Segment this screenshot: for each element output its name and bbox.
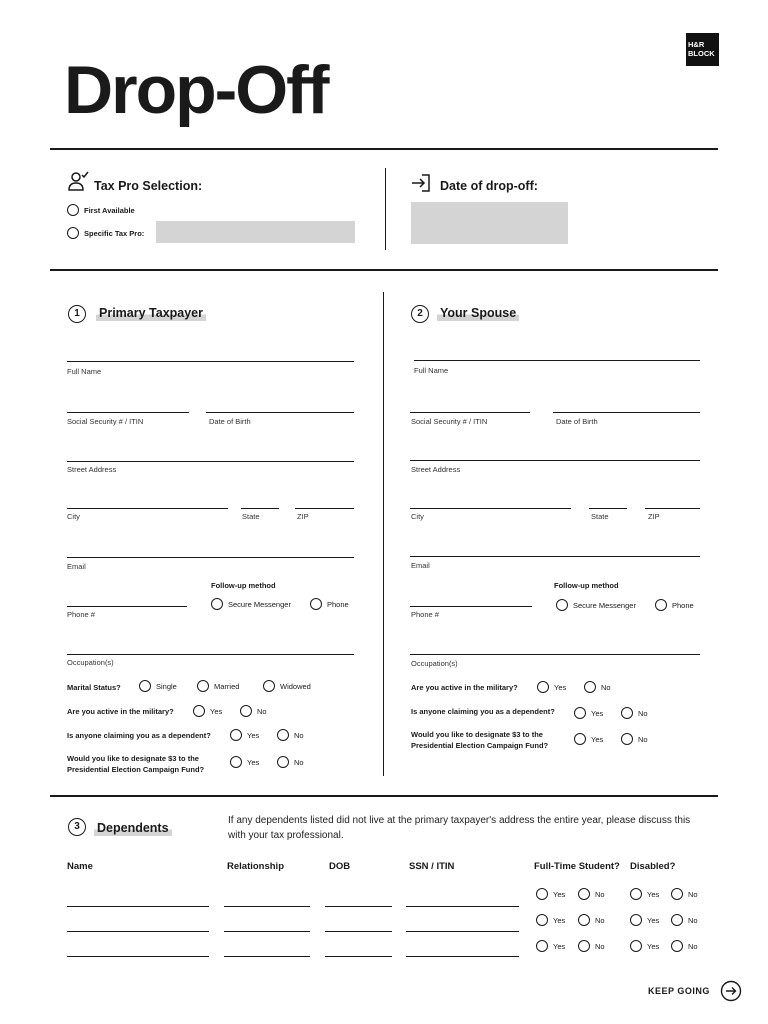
spouse-ssn-field[interactable]: [410, 412, 530, 413]
spouse-dependent-no[interactable]: No: [621, 707, 648, 719]
dependent-3-name-field[interactable]: [67, 956, 209, 957]
primary-email-label: Email: [67, 562, 86, 571]
primary-married-radio[interactable]: [197, 680, 209, 692]
dependent-1-dob-field[interactable]: [325, 906, 392, 907]
col-ssn: SSN / ITIN: [409, 861, 455, 872]
spouse-military-label: Are you active in the military?: [411, 683, 518, 692]
drop-off-date-field[interactable]: [411, 202, 568, 244]
spouse-military-no[interactable]: No: [584, 681, 611, 693]
dependent-1-student-yes[interactable]: Yes: [536, 888, 565, 900]
primary-ssn-label: Social Security # / ITIN: [67, 417, 144, 426]
spouse-full-name-label: Full Name: [414, 366, 449, 375]
dependent-2-disabled-no[interactable]: No: [671, 914, 698, 926]
primary-state-field[interactable]: [241, 508, 279, 509]
divider-vertical-top: [385, 168, 386, 250]
page-title: Drop-Off: [64, 52, 328, 128]
primary-state-label: State: [242, 512, 260, 521]
spouse-ssn-label: Social Security # / ITIN: [411, 417, 488, 426]
dependent-3-dob-field[interactable]: [325, 956, 392, 957]
primary-street-field[interactable]: [67, 461, 354, 462]
divider-vertical-middle: [383, 292, 384, 776]
spouse-followup-label: Follow-up method: [554, 581, 619, 590]
dependent-1-student-no[interactable]: No: [578, 888, 605, 900]
primary-zip-label: ZIP: [297, 512, 309, 521]
primary-designate-yes-radio[interactable]: [230, 756, 242, 768]
primary-widowed-option[interactable]: Widowed: [263, 680, 311, 692]
dependent-3-student-no-radio[interactable]: [578, 940, 590, 952]
dependent-1-disabled-no-radio[interactable]: [671, 888, 683, 900]
spouse-city-field[interactable]: [410, 508, 571, 509]
dependent-1-ssn-field[interactable]: [406, 906, 519, 907]
primary-designate-label: Would you like to designate $3 to the Presidential Election Campaign Fund?: [67, 754, 205, 774]
spouse-full-name-field[interactable]: [414, 360, 700, 361]
primary-street-label: Street Address: [67, 465, 117, 474]
primary-dob-label: Date of Birth: [209, 417, 251, 426]
primary-designate-no[interactable]: No: [277, 756, 304, 768]
spouse-phone-option[interactable]: Phone: [655, 599, 694, 611]
spouse-street-field[interactable]: [410, 460, 700, 461]
dependents-note: If any dependents listed did not live at the primary taxpayer's address the entire year, please discuss this with your tax professional.: [228, 815, 691, 841]
spouse-occupation-field[interactable]: [410, 654, 700, 655]
dependent-2-disabled-yes[interactable]: Yes: [630, 914, 659, 926]
spouse-military-no-radio[interactable]: [584, 681, 596, 693]
spouse-phone-label: Phone #: [411, 610, 439, 619]
primary-designate-no-radio[interactable]: [277, 756, 289, 768]
dependent-2-name-field[interactable]: [67, 931, 209, 932]
dependent-3-ssn-field[interactable]: [406, 956, 519, 957]
spouse-phone-field[interactable]: [410, 606, 532, 607]
dependent-3-disabled-no-radio[interactable]: [671, 940, 683, 952]
primary-phone-field[interactable]: [67, 606, 187, 607]
primary-dependent-label: Is anyone claiming you as a dependent?: [67, 731, 211, 740]
primary-full-name-field[interactable]: [67, 361, 354, 362]
spouse-dob-field[interactable]: [553, 412, 700, 413]
specific-tax-pro-option[interactable]: Specific Tax Pro:: [67, 227, 144, 239]
spouse-secure-messenger-option[interactable]: Secure Messenger: [556, 599, 636, 611]
primary-designate-yes[interactable]: Yes: [230, 756, 259, 768]
enter-arrow-icon: [411, 174, 431, 192]
primary-dependent-yes-radio[interactable]: [230, 729, 242, 741]
spouse-dependent-yes-radio[interactable]: [574, 707, 586, 719]
primary-secure-messenger-option[interactable]: Secure Messenger: [211, 598, 291, 610]
specific-tax-pro-field[interactable]: [156, 221, 355, 243]
primary-military-label: Are you active in the military?: [67, 707, 174, 716]
dependent-3-disabled-yes-radio[interactable]: [630, 940, 642, 952]
dependent-2-disabled-no-radio[interactable]: [671, 914, 683, 926]
primary-city-label: City: [67, 512, 80, 521]
primary-marital-label: Marital Status?: [67, 683, 121, 692]
dependent-2-student-yes[interactable]: Yes: [536, 914, 565, 926]
spouse-military-yes[interactable]: Yes: [537, 681, 566, 693]
drop-off-heading: Date of drop-off:: [440, 179, 538, 193]
specific-tax-pro-radio[interactable]: [67, 227, 79, 239]
spouse-city-label: City: [411, 512, 424, 521]
dependent-3-relationship-field[interactable]: [224, 956, 310, 957]
primary-single-radio[interactable]: [139, 680, 151, 692]
col-relationship: Relationship: [227, 861, 285, 872]
dependent-1-name-field[interactable]: [67, 906, 209, 907]
spouse-street-label: Street Address: [411, 465, 461, 474]
dependent-1-disabled-no[interactable]: No: [671, 888, 698, 900]
dependent-2-student-no-radio[interactable]: [578, 914, 590, 926]
arrow-right-circle-icon[interactable]: [720, 980, 742, 1002]
spouse-dob-label: Date of Birth: [556, 417, 598, 426]
primary-phone-option[interactable]: Phone: [310, 598, 349, 610]
first-available-option[interactable]: First Available: [67, 204, 135, 216]
primary-dob-field[interactable]: [206, 412, 354, 413]
primary-city-field[interactable]: [67, 508, 228, 509]
divider-top: [50, 148, 718, 150]
dependent-2-student-yes-radio[interactable]: [536, 914, 548, 926]
dependent-2-dob-field[interactable]: [325, 931, 392, 932]
divider-bottom: [50, 795, 718, 797]
dependent-1-relationship-field[interactable]: [224, 906, 310, 907]
primary-dependent-yes[interactable]: Yes: [230, 729, 259, 741]
dependent-1-student-yes-radio[interactable]: [536, 888, 548, 900]
col-disabled: Disabled?: [630, 861, 676, 872]
spouse-dependent-yes[interactable]: Yes: [574, 707, 603, 719]
spouse-state-field[interactable]: [589, 508, 627, 509]
spouse-designate-yes[interactable]: Yes: [574, 733, 603, 745]
spouse-zip-field[interactable]: [645, 508, 700, 509]
dependent-3-student-no[interactable]: No: [578, 940, 605, 952]
person-check-icon: [68, 170, 90, 192]
primary-zip-field[interactable]: [295, 508, 354, 509]
spouse-heading: Your Spouse: [437, 306, 519, 321]
primary-occupation-field[interactable]: [67, 654, 354, 655]
spouse-designate-no[interactable]: No: [621, 733, 648, 745]
dependents-heading: Dependents: [94, 821, 172, 836]
dependent-2-ssn-field[interactable]: [406, 931, 519, 932]
primary-military-yes-radio[interactable]: [193, 705, 205, 717]
primary-widowed-radio[interactable]: [263, 680, 275, 692]
spouse-zip-label: ZIP: [648, 512, 660, 521]
dependent-1-student-no-radio[interactable]: [578, 888, 590, 900]
spouse-military-yes-radio[interactable]: [537, 681, 549, 693]
section-number-3: 3: [68, 818, 86, 836]
primary-followup-label: Follow-up method: [211, 581, 276, 590]
primary-phone-radio[interactable]: [310, 598, 322, 610]
dependent-3-student-yes-radio[interactable]: [536, 940, 548, 952]
col-full-time-student: Full-Time Student?: [534, 861, 620, 872]
divider-middle: [50, 269, 718, 271]
primary-ssn-field[interactable]: [67, 412, 189, 413]
primary-secure-messenger-radio[interactable]: [211, 598, 223, 610]
primary-dependent-no[interactable]: No: [277, 729, 304, 741]
primary-dependent-no-radio[interactable]: [277, 729, 289, 741]
dependent-2-student-no[interactable]: No: [578, 914, 605, 926]
primary-single-option[interactable]: Single: [139, 680, 177, 692]
first-available-radio[interactable]: [67, 204, 79, 216]
primary-military-no[interactable]: No: [240, 705, 267, 717]
spouse-dependent-no-radio[interactable]: [621, 707, 633, 719]
col-dob: DOB: [329, 861, 351, 872]
dependent-1-disabled-yes-radio[interactable]: [630, 888, 642, 900]
primary-taxpayer-heading: Primary Taxpayer: [96, 306, 206, 321]
primary-email-field[interactable]: [67, 557, 354, 558]
primary-married-option[interactable]: Married: [197, 680, 239, 692]
spouse-designate-yes-radio[interactable]: [574, 733, 586, 745]
spouse-email-field[interactable]: [410, 556, 700, 557]
dependent-3-student-yes[interactable]: Yes: [536, 940, 565, 952]
primary-phone-label: Phone #: [67, 610, 95, 619]
section-number-2: 2: [411, 305, 429, 323]
spouse-occupation-label: Occupation(s): [411, 659, 458, 668]
keep-going-label: KEEP GOING: [648, 986, 710, 996]
dependent-3-disabled-no[interactable]: No: [671, 940, 698, 952]
section-number-1: 1: [68, 305, 86, 323]
dependent-3-disabled-yes[interactable]: Yes: [630, 940, 659, 952]
dependent-2-disabled-yes-radio[interactable]: [630, 914, 642, 926]
dependent-1-disabled-yes[interactable]: Yes: [630, 888, 659, 900]
primary-military-yes[interactable]: Yes: [193, 705, 222, 717]
spouse-state-label: State: [591, 512, 609, 521]
hr-block-logo: H&R BLOCK: [686, 33, 719, 66]
spouse-dependent-label: Is anyone claiming you as a dependent?: [411, 707, 555, 716]
tax-pro-heading: Tax Pro Selection:: [94, 179, 203, 193]
spouse-phone-radio[interactable]: [655, 599, 667, 611]
primary-full-name-label: Full Name: [67, 367, 102, 376]
spouse-secure-messenger-radio[interactable]: [556, 599, 568, 611]
spouse-designate-no-radio[interactable]: [621, 733, 633, 745]
dependent-2-relationship-field[interactable]: [224, 931, 310, 932]
spouse-designate-label: Would you like to designate $3 to the Presidential Election Campaign Fund?: [411, 730, 549, 750]
spouse-email-label: Email: [411, 561, 430, 570]
primary-occupation-label: Occupation(s): [67, 658, 114, 667]
primary-military-no-radio[interactable]: [240, 705, 252, 717]
col-name: Name: [67, 861, 93, 872]
